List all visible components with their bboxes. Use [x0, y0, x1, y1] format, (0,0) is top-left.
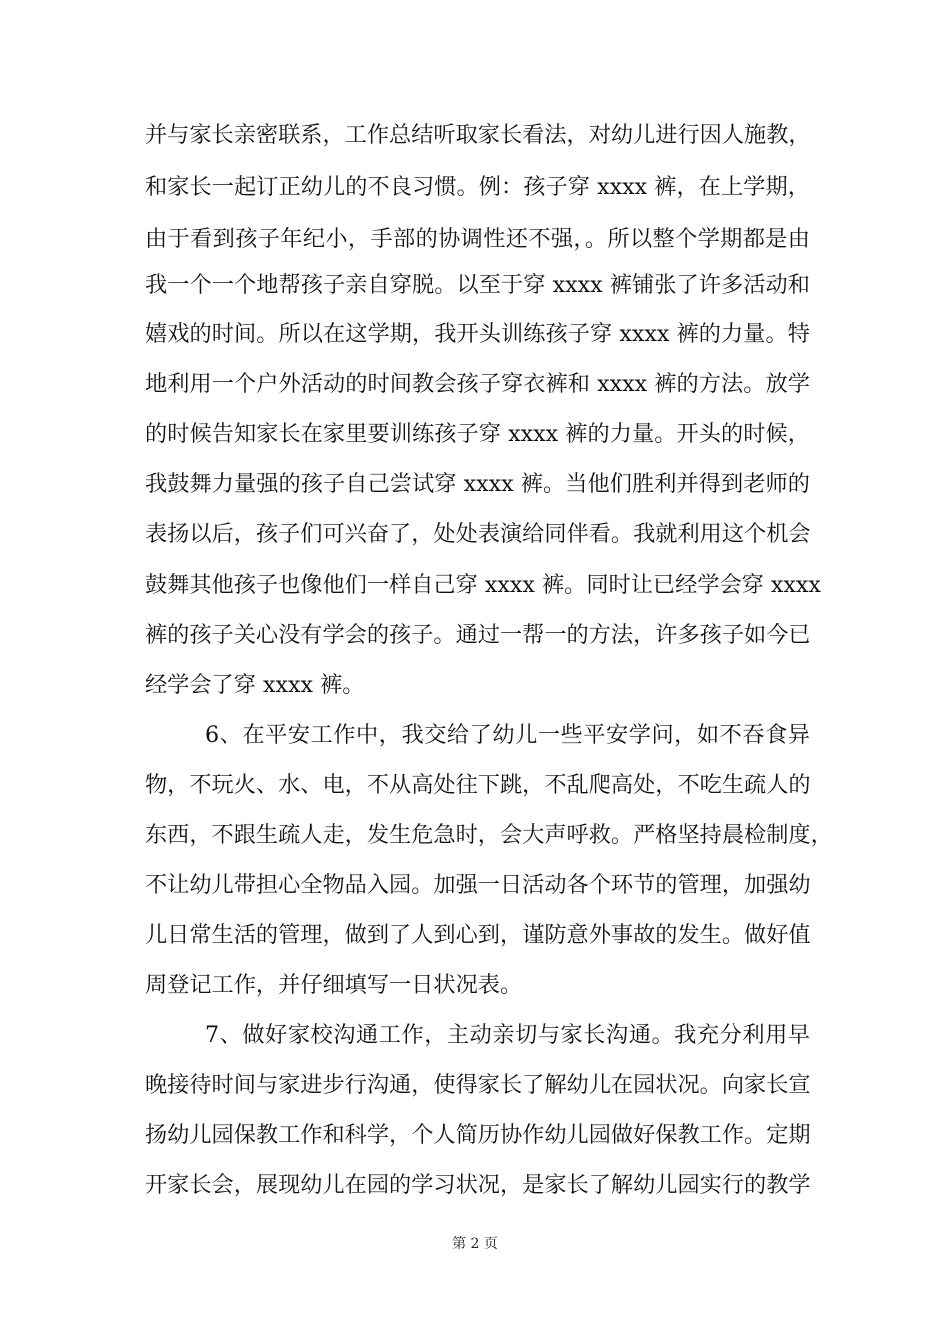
text-line: 和家长一起订正幼儿的不良习惯。例：孩子穿 xxxx 裤，在上学期，	[145, 174, 810, 200]
text-line: 裤的孩子关心没有学会的孩子。通过一帮一的方法，许多孩子如今已	[145, 622, 811, 648]
text-line: 地利用一个户外活动的时间教会孩子穿衣裤和 xxxx 裤的方法。放学	[145, 371, 810, 397]
text-line: 由于看到孩子年纪小，手部的协调性还不强，。所以整个学期都是由	[145, 226, 810, 252]
text-line: 我鼓舞力量强的孩子自己尝试穿 xxxx 裤。当他们胜利并得到老师的	[145, 471, 810, 497]
text-line: 嬉戏的时间。所以在这学期，我开头训练孩子穿 xxxx 裤的力量。特	[145, 321, 810, 347]
text-line: 并与家长亲密联系，工作总结听取家长看法，对幼儿进行因人施教，	[145, 122, 811, 148]
page-number: 第 2 页	[452, 1236, 498, 1252]
text-line: 表扬以后，孩子们可兴奋了，处处表演给同伴看。我就利用这个机会	[145, 521, 811, 547]
text-line: 晚接待时间与家进步行沟通，使得家长了解幼儿在园状况。向家长宣	[145, 1072, 811, 1098]
text-line: 鼓舞其他孩子也像他们一样自己穿 xxxx 裤。同时让已经学会穿 xxxx	[145, 572, 821, 598]
text-line: 扬幼儿园保教工作和科学，个人简历协作幼儿园做好保教工作。定期	[145, 1122, 811, 1148]
text-line: 东西，不跟生疏人走，发生危急时，会大声呼救。严格坚持晨检制度，	[145, 822, 833, 848]
text-line: 周登记工作，并仔细填写一日状况表。	[145, 972, 523, 998]
text-line: 儿日常生活的管理，做到了人到心到，谨防意外事故的发生。做好值	[145, 922, 811, 948]
text-line: 我一个一个地帮孩子亲自穿脱。以至于穿 xxxx 裤铺张了许多活动和	[145, 272, 810, 298]
text-line: 经学会了穿 xxxx 裤。	[145, 672, 365, 698]
text-line: 7、做好家校沟通工作，主动亲切与家长沟通。我充分利用早	[205, 1022, 810, 1048]
text-line: 不让幼儿带担心全物品入园。加强一日活动各个环节的管理，加强幼	[145, 872, 811, 898]
text-line: 的时候告知家长在家里要训练孩子穿 xxxx 裤的力量。开头的时候，	[145, 421, 810, 447]
text-line: 开家长会，展现幼儿在园的学习状况，是家长了解幼儿园实行的教学	[145, 1172, 811, 1198]
text-line: 6、在平安工作中，我交给了幼儿一些平安学问，如不吞食异	[205, 722, 810, 748]
text-line: 物，不玩火、水、电，不从高处往下跳，不乱爬高处，不吃生疏人的	[145, 772, 811, 798]
